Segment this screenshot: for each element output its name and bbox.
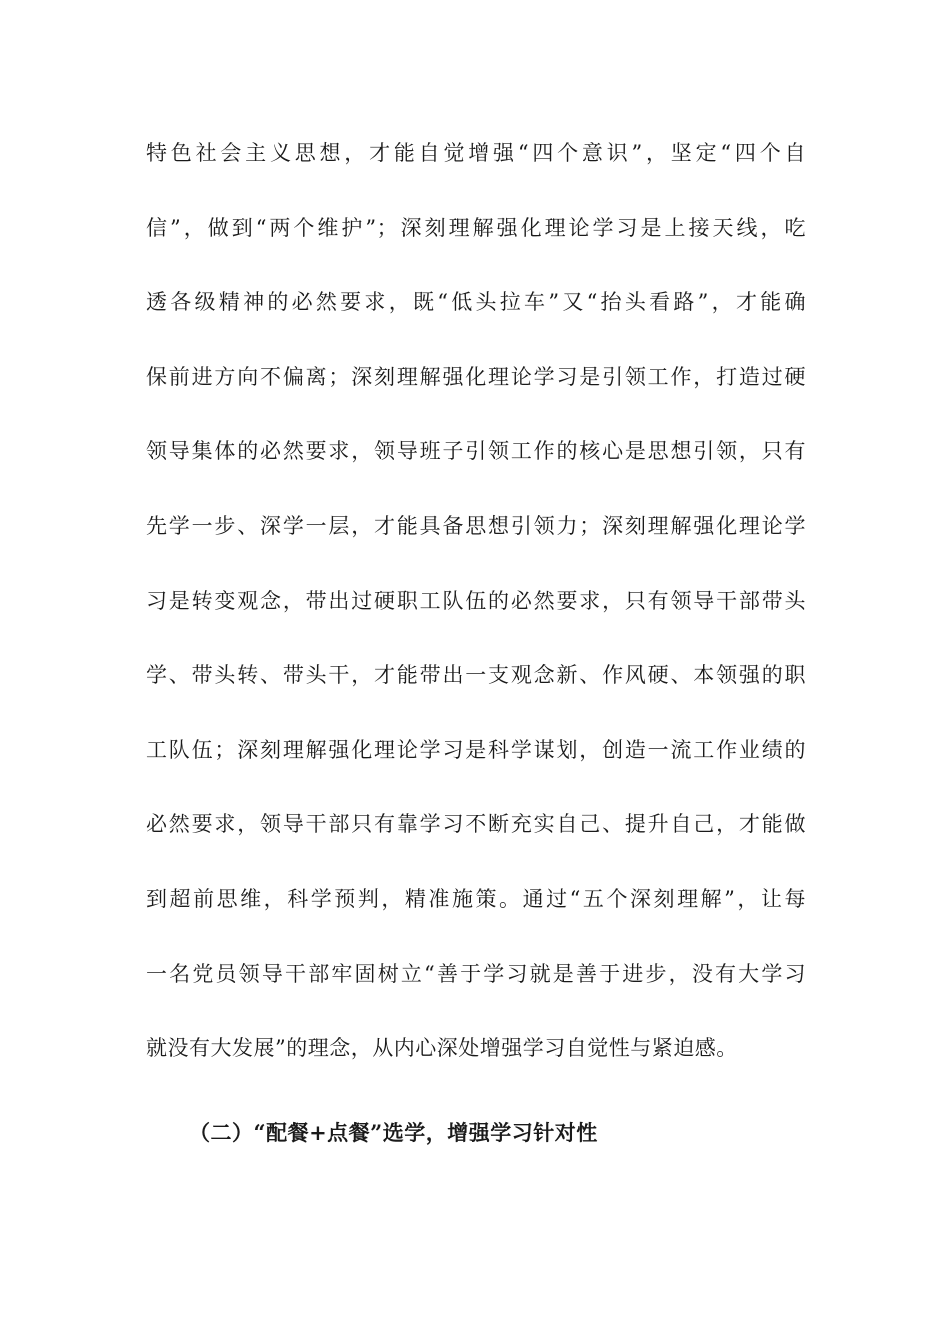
- body-paragraph: [146, 133, 806, 1103]
- paragraph-line: 一名党员领导干部牢固树立“善于学习就是善于进步，没有大学习: [146, 961, 806, 986]
- paragraph-line: 到超前思维，科学预判，精准施策。通过“五个深刻理解”，让每: [146, 886, 806, 911]
- paragraph-line: 信”，做到“两个维护”；深刻理解强化理论学习是上接天线，吃: [146, 215, 806, 240]
- paragraph-line: 必然要求，领导干部只有靠学习不断充实自己、提升自己，才能做: [146, 812, 806, 837]
- paragraph-line: 学、带头转、带头干，才能带出一支观念新、作风硬、本领强的职: [146, 663, 806, 688]
- paragraph-line: 领导集体的必然要求，领导班子引领工作的核心是思想引领，只有: [146, 439, 806, 464]
- paragraph-line: 习是转变观念，带出过硬职工队伍的必然要求，只有领导干部带头: [146, 588, 806, 613]
- paragraph-line: 工队伍；深刻理解强化理论学习是科学谋划，创造一流工作业绩的: [146, 737, 806, 762]
- paragraph-line: 就没有大发展”的理念，从内心深处增强学习自觉性与紧迫感。: [146, 1036, 738, 1061]
- paragraph-line: 先学一步、深学一层，才能具备思想引领力；深刻理解强化理论学: [146, 513, 806, 538]
- paragraph-line: 保前进方向不偏离；深刻理解强化理论学习是引领工作，打造过硬: [146, 364, 806, 389]
- paragraph-line: 特色社会主义思想，才能自觉增强“四个意识”，坚定“四个自: [146, 141, 806, 165]
- section-heading: （二）“配餐+点餐”选学，增强学习针对性: [189, 1120, 598, 1145]
- paragraph-line: 透各级精神的必然要求，既“低头拉车”又“抬头看路”，才能确: [146, 290, 806, 315]
